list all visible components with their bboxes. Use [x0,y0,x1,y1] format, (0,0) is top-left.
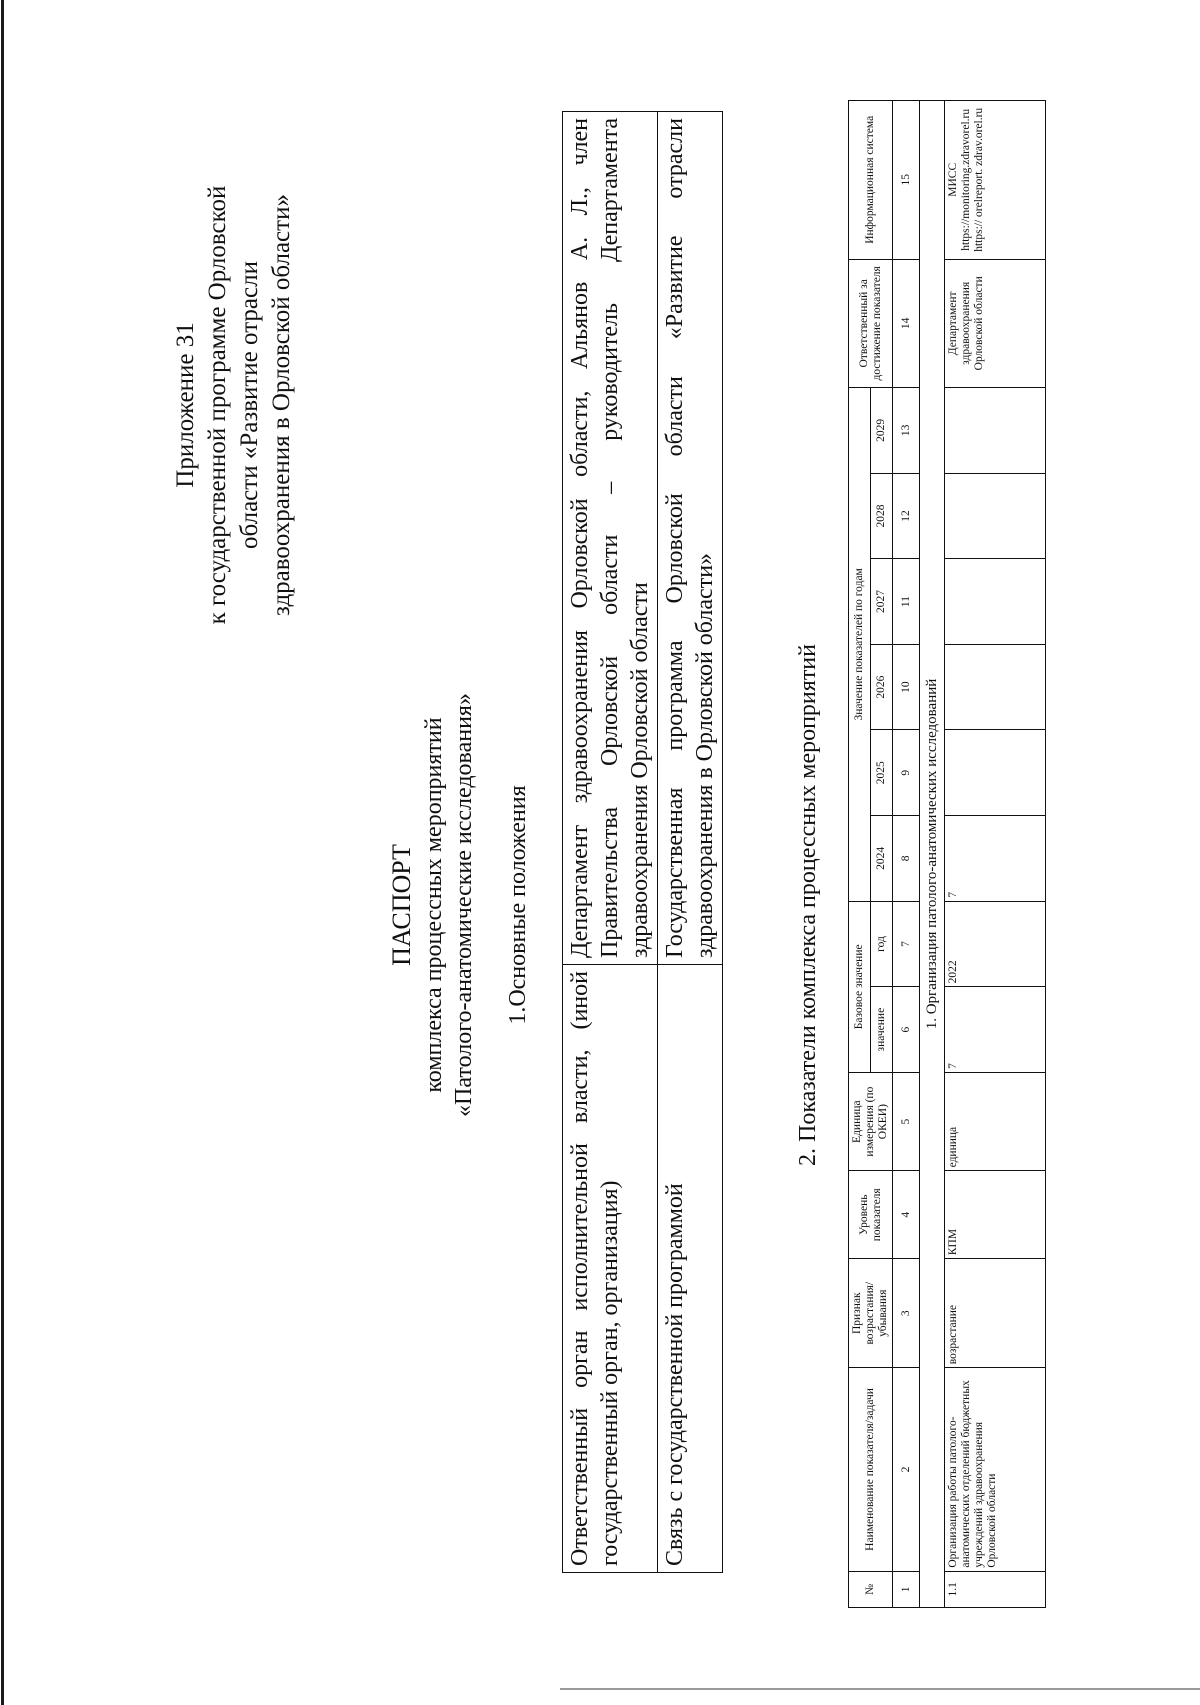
header-name: Наименование показателя/задачи [849,1368,893,1571]
document-title: ПАСПОРТ [387,844,416,966]
column-number: 7 [893,901,920,987]
column-number: 9 [893,730,920,816]
column-number: 13 [893,388,920,474]
header-base-value: значение [871,987,893,1073]
header-unit: Единица измерения (по ОКЕИ) [849,1072,893,1170]
row-base-year: 2022 [945,901,1046,987]
column-number: 15 [893,101,920,260]
document-subtitle-1: комплекса процессных мероприятий [421,717,447,1093]
header-year: 2024 [871,816,893,902]
appendix-line-3: области «Развитие отрасли [236,261,263,549]
table-row [945,101,1046,1608]
table-header-row [849,101,871,1608]
row-value-2024: 7 [945,816,1046,902]
column-number: 3 [893,1259,920,1368]
provisions-label: Связь с государственной программой [658,965,723,1573]
header-system: Информационная система [849,101,893,260]
document-subtitle-2: «Патолого-анатомические исследования» [451,693,477,1117]
column-number: 5 [893,1072,920,1170]
column-number: 11 [893,559,920,645]
appendix-line-2: к государственной программе Орловской [204,185,231,625]
column-number-row [893,101,920,1608]
column-number: 2 [893,1368,920,1571]
group-title: 1. Организация патолого-анатомических исследований [920,101,945,1608]
provisions-label: Ответственный орган исполнительной власти, (иной государственный орган, организация) [563,965,658,1573]
row-base-value: 7 [945,987,1046,1073]
header-responsible: Ответственный за достижение показателя [849,259,893,387]
appendix-line-4: здравоохранения в Орловской области» [268,194,295,616]
provisions-value: Департамент здравоохранения Орловской области, Альянов А. Л., член Правительства Орловской области – руководитель Департамента здравоохранения Орловской области [563,112,658,965]
section-2-title: 2. Показатели комплекса процессных мероприятий [795,644,821,1167]
column-number: 12 [893,473,920,559]
row-name: Организация работы патолого-анатомических отделений бюджетных учреждений здравоохранения Орловской области [945,1368,1046,1571]
row-value-2028 [945,473,1046,559]
row-unit: единица [945,1072,1046,1170]
row-value-2026 [945,644,1046,730]
appendix-note [170,125,298,685]
provisions-value: Государственная программа Орловской области «Развитие отрасли здравоохранения в Орловской области» [658,112,723,965]
row-value-2025 [945,730,1046,816]
column-number: 4 [893,1171,920,1259]
row-level: КПМ [945,1171,1046,1259]
header-year: 2026 [871,644,893,730]
header-trend: Признак возрастания/ убывания [849,1259,893,1368]
header-num: № [849,1571,893,1607]
column-number: 10 [893,644,920,730]
header-base: Базовое значение [849,901,871,1072]
row-value-2029 [945,388,1046,474]
column-number: 8 [893,816,920,902]
document-title-block [385,505,479,1305]
group-row [920,101,945,1608]
row-trend: возрастание [945,1259,1046,1368]
row-system: МИСС https://monitoring.zdravorel.ru https:// orelreport. zdrav.orel.ru [945,101,1046,260]
section-1-title: 1.Основные положения [505,785,531,1025]
header-year: 2027 [871,559,893,645]
indicators-table [848,100,1046,1608]
main-provisions-table [562,111,723,1573]
header-level: Уровень показателя [849,1171,893,1259]
row-num: 1.1 [945,1571,1046,1607]
header-base-year: год [871,901,893,987]
column-number: 6 [893,987,920,1073]
provisions-row [563,112,658,1573]
header-year: 2028 [871,473,893,559]
provisions-row [658,112,723,1573]
row-responsible: Департамент здравоохранения Орловской области [945,259,1046,387]
row-value-2027 [945,559,1046,645]
header-year: 2029 [871,388,893,474]
column-number: 14 [893,259,920,387]
column-number: 1 [893,1571,920,1607]
appendix-line-1: Приложение 31 [172,322,199,488]
header-by-years: Значение показателей по годам [849,388,871,902]
header-year: 2025 [871,730,893,816]
